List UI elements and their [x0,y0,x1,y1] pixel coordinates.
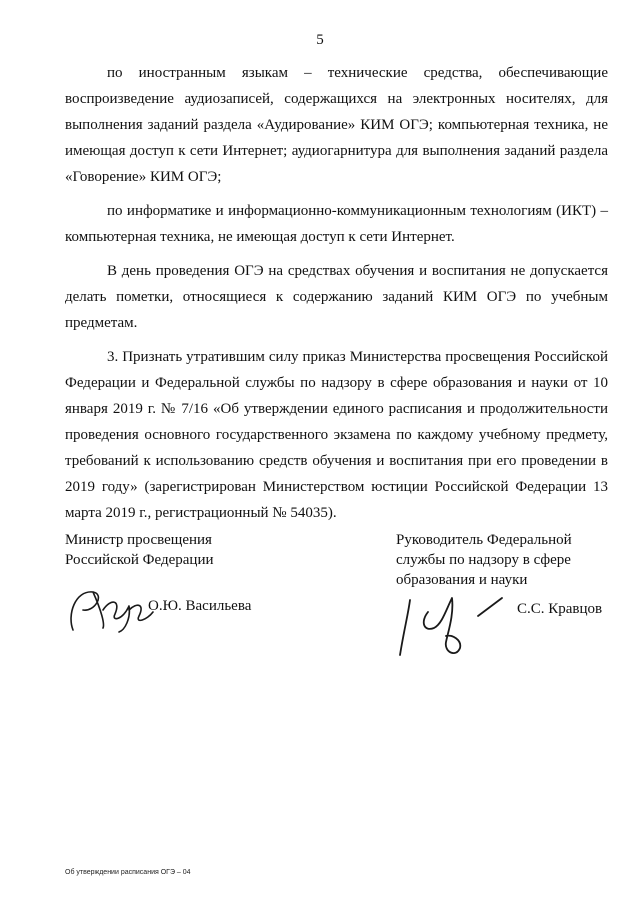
page-number: 5 [316,32,324,48]
paragraph-foreign-languages: по иностранным языкам – технические средства, обеспечивающие воспроизведение аудиозаписей, содержащихся на электронных носителях, для выполнения заданий раздела «Аудирование» КИМ ОГЭ; компьютерная техника, не имеющая доступ к сети Интернет; аудиогарнитура для выполнения заданий раздела «Говорение» КИМ ОГЭ; [65,65,608,185]
paragraph-exam-day-rule: В день проведения ОГЭ на средствах обучения и воспитания не допускается делать пометки, относящиеся к содержанию заданий КИМ ОГЭ по учебным предметам. [65,263,608,331]
left-signatory-title [65,530,214,570]
document-body [65,60,608,534]
left-title-line-2: Российской Федерации [65,552,214,568]
left-signatory-name: О.Ю. Васильева [148,598,252,614]
document-footer: Об утверждении расписания ОГЭ – 04 [65,869,191,876]
right-title-line-2: службы по надзору в сфере [396,552,571,568]
paragraph-informatics: по информатике и информационно-коммуникационным технологиям (ИКТ) – компьютерная техника, не имеющая доступ к сети Интернет. [65,203,608,245]
right-title-line-3: образования и науки [396,572,528,588]
right-signatory-name: С.С. Кравцов [517,601,603,617]
right-title-line-1: Руководитель Федеральной [396,532,572,548]
left-signature-icon [65,580,155,635]
paragraph-repeal-order: 3. Признать утратившим силу приказ Министерства просвещения Российской Федерации и Федеральной службы по надзору в сфере образования и науки от 10 января 2019 г. № 7/16 «Об утверждении единого расписания и продолжительности проведения основного государственного экзамена по каждому учебному предмету, требований к использованию средств обучения и воспитания при его проведении в 2019 году» (зарегистрирован Министерством юстиции Российской Федерации 13 марта 2019 г., регистрационный № 54035). [65,349,608,521]
right-signature-icon [390,570,510,665]
left-title-line-1: Министр просвещения [65,532,212,548]
